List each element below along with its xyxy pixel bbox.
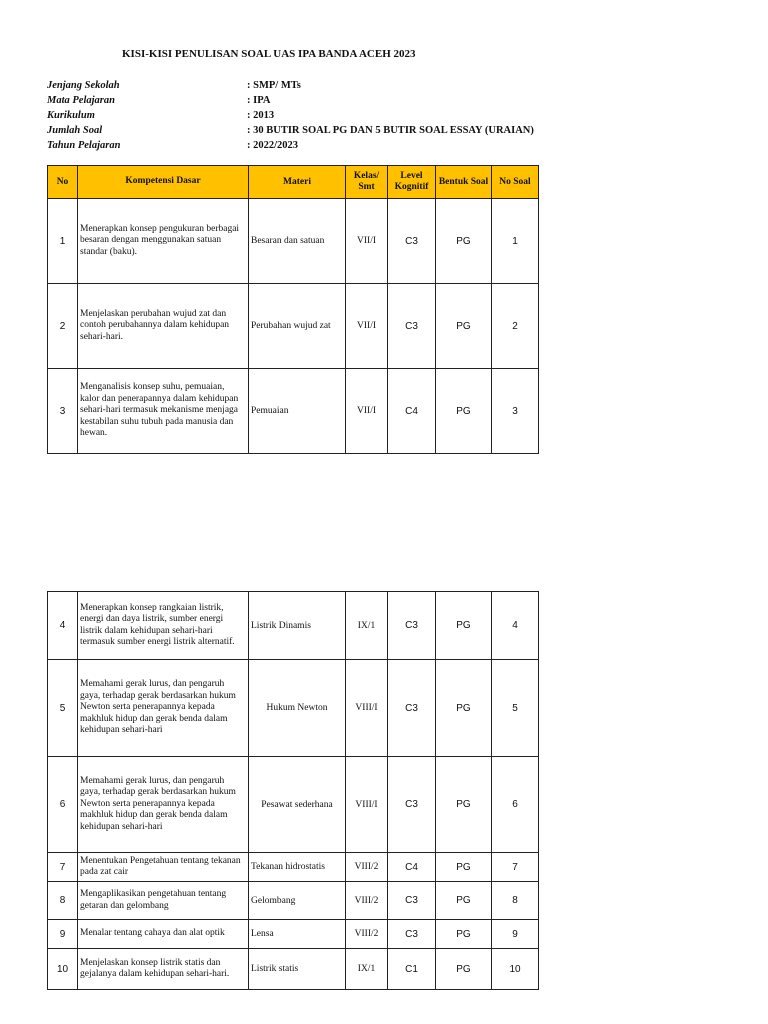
- cell-kelas: VII/I: [346, 284, 388, 369]
- cell-kompetensi: Menentukan Pengetahuan tentang tekanan pada zat cair: [78, 853, 249, 882]
- cell-no: 9: [48, 920, 78, 949]
- cell-bentuk: PG: [436, 660, 492, 757]
- meta-value: : IPA: [247, 95, 271, 106]
- cell-no: 8: [48, 882, 78, 920]
- cell-no: 2: [48, 284, 78, 369]
- cell-no: 3: [48, 369, 78, 454]
- cell-level: C3: [388, 199, 436, 284]
- cell-materi: Pemuaian: [249, 369, 346, 454]
- cell-no-soal: 2: [492, 284, 539, 369]
- table-header-row: [48, 166, 539, 199]
- cell-materi: Pesawat sederhana: [249, 757, 346, 853]
- document-meta: [47, 78, 534, 153]
- header-no: No: [48, 166, 78, 199]
- cell-kelas: VIII/I: [346, 660, 388, 757]
- header-no-soal: No Soal: [492, 166, 539, 199]
- header-level: Level Kognitif: [388, 166, 436, 199]
- table-row: [48, 592, 539, 660]
- cell-kelas: IX/1: [346, 949, 388, 990]
- meta-label: Jenjang Sekolah: [47, 80, 120, 91]
- cell-no-soal: 10: [492, 949, 539, 990]
- cell-bentuk: PG: [436, 757, 492, 853]
- meta-value: : SMP/ MTs: [247, 80, 301, 91]
- cell-kelas: IX/1: [346, 592, 388, 660]
- cell-level: C3: [388, 882, 436, 920]
- cell-no-soal: 6: [492, 757, 539, 853]
- meta-label: Kurikulum: [47, 110, 95, 121]
- cell-level: C3: [388, 660, 436, 757]
- cell-materi: Listrik statis: [249, 949, 346, 990]
- cell-bentuk: PG: [436, 920, 492, 949]
- cell-bentuk: PG: [436, 199, 492, 284]
- cell-kelas: VII/I: [346, 369, 388, 454]
- cell-level: C4: [388, 853, 436, 882]
- cell-materi: Listrik Dinamis: [249, 592, 346, 660]
- cell-no: 1: [48, 199, 78, 284]
- cell-kompetensi: Menerapkan konsep pengukuran berbagai besaran dengan menggunakan satuan standar (baku).: [78, 199, 249, 284]
- meta-label: Mata Pelajaran: [47, 95, 115, 106]
- table-row: [48, 369, 539, 454]
- cell-no-soal: 7: [492, 853, 539, 882]
- cell-materi: Besaran dan satuan: [249, 199, 346, 284]
- meta-label: Tahun Pelajaran: [47, 140, 121, 151]
- cell-bentuk: PG: [436, 592, 492, 660]
- cell-bentuk: PG: [436, 853, 492, 882]
- meta-value: : 2022/2023: [247, 140, 299, 151]
- cell-level: C4: [388, 369, 436, 454]
- meta-row-jenjang: [47, 78, 534, 93]
- document-title: KISI-KISI PENULISAN SOAL UAS IPA BANDA ACEH 2023: [122, 48, 416, 60]
- meta-row-tahun: [47, 138, 534, 153]
- meta-label: Jumlah Soal: [47, 125, 103, 136]
- table-row: [48, 199, 539, 284]
- table-row: [48, 882, 539, 920]
- cell-no: 5: [48, 660, 78, 757]
- cell-materi: Gelombang: [249, 882, 346, 920]
- header-kelas: Kelas/ Smt: [346, 166, 388, 199]
- header-bentuk: Bentuk Soal: [436, 166, 492, 199]
- cell-kompetensi: Menerapkan konsep rangkaian listrik, energi dan daya listrik, sumber energi listrik dalam kehidupan sehari-hari termasuk sumber energi listrik alternatif.: [78, 592, 249, 660]
- cell-no-soal: 8: [492, 882, 539, 920]
- cell-bentuk: PG: [436, 284, 492, 369]
- cell-no: 4: [48, 592, 78, 660]
- cell-kompetensi: Mengaplikasikan pengetahuan tentang getaran dan gelombang: [78, 882, 249, 920]
- cell-level: C1: [388, 949, 436, 990]
- cell-level: C3: [388, 592, 436, 660]
- table-row: [48, 757, 539, 853]
- cell-kompetensi: Menjelaskan konsep listrik statis dan gejalanya dalam kehidupan sehari-hari.: [78, 949, 249, 990]
- cell-kelas: VIII/2: [346, 853, 388, 882]
- table-row: [48, 853, 539, 882]
- cell-bentuk: PG: [436, 949, 492, 990]
- cell-kompetensi: Menganalisis konsep suhu, pemuaian, kalor dan penerapannya dalam kehidupan sehari-hari termasuk mekanisme menjaga kestabilan suhu tubuh pada manusia dan hewan.: [78, 369, 249, 454]
- cell-no-soal: 3: [492, 369, 539, 454]
- cell-kompetensi: Menalar tentang cahaya dan alat optik: [78, 920, 249, 949]
- meta-row-jumlah-soal: [47, 123, 534, 138]
- table-row: [48, 660, 539, 757]
- cell-bentuk: PG: [436, 369, 492, 454]
- cell-kelas: VIII/2: [346, 882, 388, 920]
- cell-no-soal: 4: [492, 592, 539, 660]
- table-row: [48, 949, 539, 990]
- cell-no: 6: [48, 757, 78, 853]
- meta-value: : 2013: [247, 110, 275, 121]
- meta-row-kurikulum: [47, 108, 534, 123]
- cell-kelas: VIII/2: [346, 920, 388, 949]
- cell-materi: Tekanan hidrostatis: [249, 853, 346, 882]
- cell-kelas: VIII/I: [346, 757, 388, 853]
- cell-kompetensi: Memahami gerak lurus, dan pengaruh gaya, terhadap gerak berdasarkan hukum Newton serta penerapannya kepada makhluk hidup dan gerak benda dalam kehidupan sehari-hari: [78, 660, 249, 757]
- cell-kompetensi: Menjelaskan perubahan wujud zat dan contoh perubahannya dalam kehidupan sehari-hari.: [78, 284, 249, 369]
- cell-bentuk: PG: [436, 882, 492, 920]
- cell-materi: Hukum Newton: [249, 660, 346, 757]
- cell-no-soal: 9: [492, 920, 539, 949]
- table-row: [48, 920, 539, 949]
- cell-materi: Perubahan wujud zat: [249, 284, 346, 369]
- table-row: [48, 284, 539, 369]
- cell-level: C3: [388, 284, 436, 369]
- cell-no: 7: [48, 853, 78, 882]
- meta-value: : 30 BUTIR SOAL PG DAN 5 BUTIR SOAL ESSAY (URAIAN): [247, 125, 534, 136]
- cell-level: C3: [388, 757, 436, 853]
- kisi-table-2: [47, 591, 539, 990]
- cell-no-soal: 5: [492, 660, 539, 757]
- cell-no-soal: 1: [492, 199, 539, 284]
- meta-row-mapel: [47, 93, 534, 108]
- cell-no: 10: [48, 949, 78, 990]
- cell-kelas: VII/I: [346, 199, 388, 284]
- kisi-table-1: [47, 165, 539, 454]
- cell-level: C3: [388, 920, 436, 949]
- cell-materi: Lensa: [249, 920, 346, 949]
- cell-kompetensi: Memahami gerak lurus, dan pengaruh gaya, terhadap gerak berdasarkan hukum Newton serta penerapannya kepada makhluk hidup dan gerak benda dalam kehidupan sehari-hari: [78, 757, 249, 853]
- header-kompetensi: Kompetensi Dasar: [78, 166, 249, 199]
- header-materi: Materi: [249, 166, 346, 199]
